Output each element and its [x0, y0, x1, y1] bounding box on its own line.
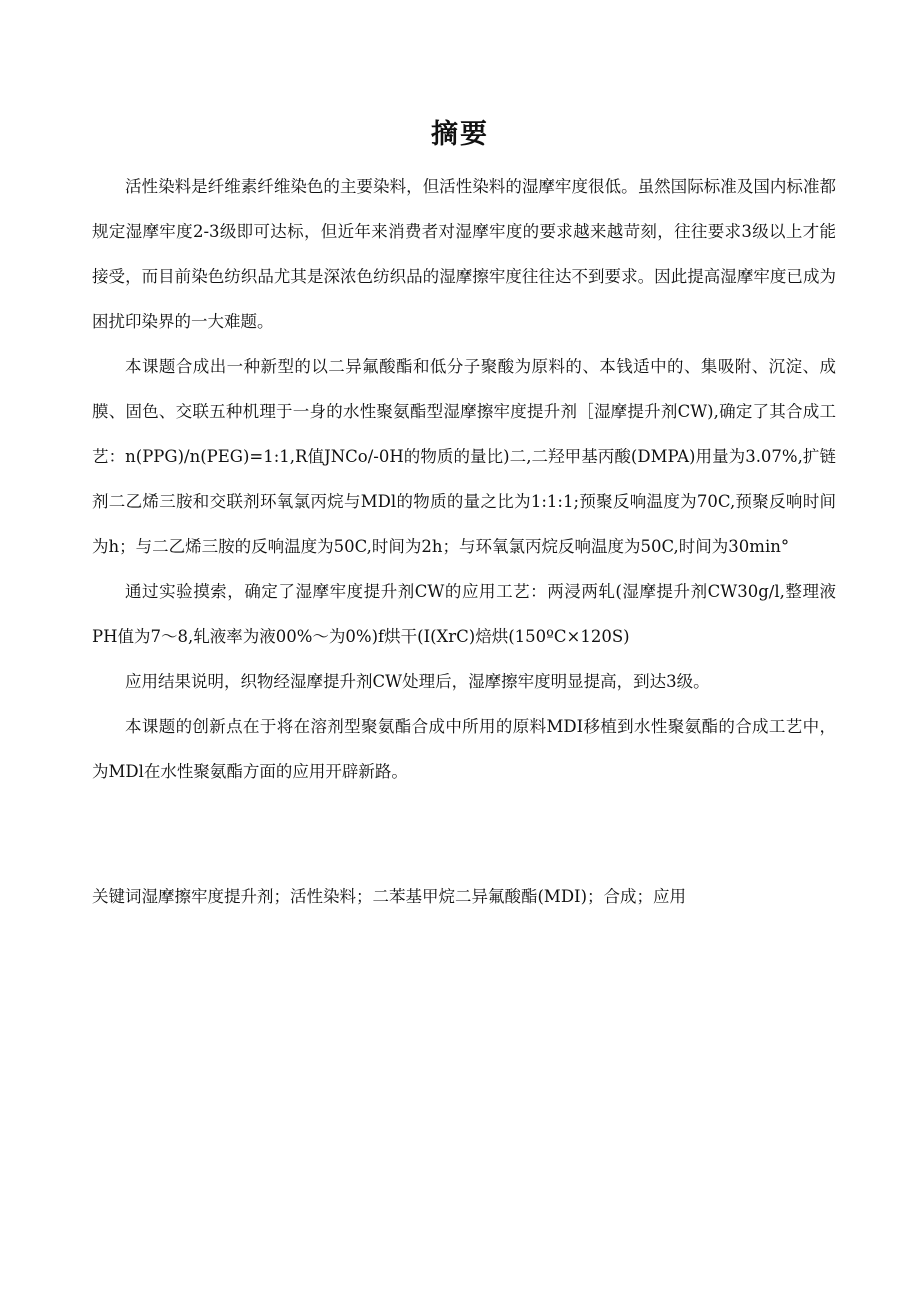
page-title: 摘要 — [431, 119, 489, 150]
paragraph-5: 本课题的创新点在于将在溶剂型聚氨酯合成中所用的原料MDI移植到水性聚氨酯的合成工艺中，为MDl在水性聚氨酯方面的应用开辟新路。 — [92, 717, 836, 781]
paragraph-3: 通过实验摸索，确定了湿摩牢度提升剂CW的应用工艺：两浸两轧(湿摩提升剂CW30g∕l,整理液PH值为7～8,轧液率为液00%～为0%)f烘干(I(XrC)焙烘(150ºC×120S) — [92, 582, 836, 646]
abstract-body — [92, 164, 836, 794]
keywords-line: 关键词湿摩擦牢度提升剂；活性染料；二苯基甲烷二异氟酸酯(MDI)；合成；应用 — [92, 887, 687, 906]
paragraph-4: 应用结果说明，织物经湿摩提升剂CW处理后，湿摩擦牢度明显提高，到达3级。 — [125, 672, 710, 691]
paragraph-1: 活性染料是纤维素纤维染色的主要染料，但活性染料的湿摩牢度很低。虽然国际标准及国内标准都规定湿摩牢度2-3级即可达标，但近年来消费者对湿摩牢度的要求越来越苛刻，往往要求3级以上才能接受，而目前染色纺织品尤其是深浓色纺织品的湿摩擦牢度往往达不到要求。因此提高湿摩牢度已成为困扰印染界的一大难题。 — [92, 177, 836, 331]
paragraph-2: 本课题合成出一种新型的以二异氟酸酯和低分子聚酸为原料的、本钱适中的、集吸附、沉淀、成膜、固色、交联五种机理于一身的水性聚氨酯型湿摩擦牢度提升剂［湿摩提升剂CW),确定了其合成工艺：n(PPG)/n(PEG)=1:1,R值JNCo/-0H的物质的量比)二,二羟甲基丙酸(DMPA)用量为3.07%,扩链剂二乙烯三胺和交联剂环氧氯丙烷与MDl的物质的量之比为1:1:1;预聚反响温度为70C,预聚反响时间为h；与二乙烯三胺的反响温度为50C,时间为2h；与环氧氯丙烷反响温度为50C,时间为30min° — [92, 357, 836, 556]
